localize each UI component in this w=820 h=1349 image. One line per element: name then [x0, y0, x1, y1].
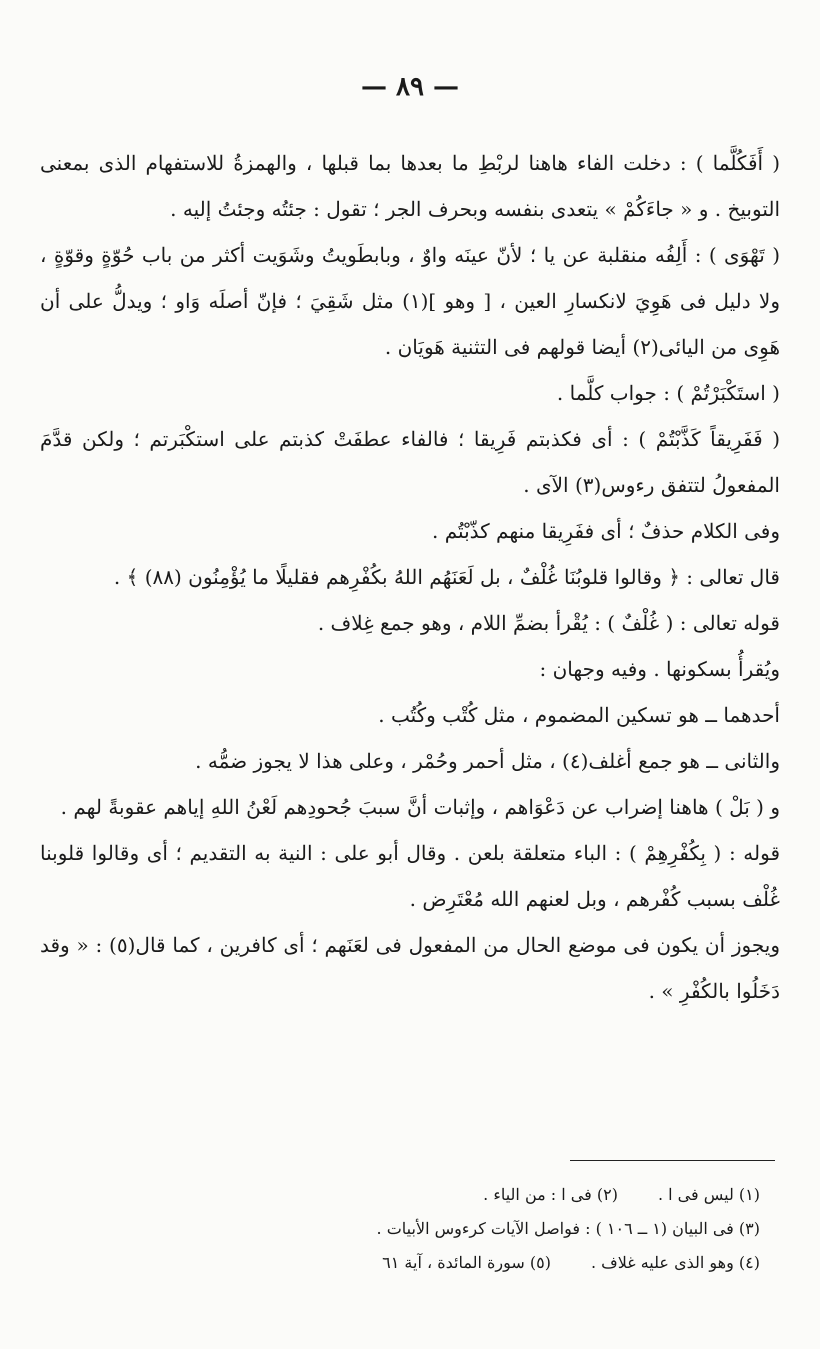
- paragraph: قوله : ( بِكُفْرِهِمْ ) : الباء متعلقة بلعن . وقال أبو على : النية به التقديم ؛ أى وقالوا قلوبنا غُلْف بسبب كُفْرهم ، وبل لعنهم الله مُعْتَرِض .: [40, 841, 780, 911]
- footnote-divider: [570, 1160, 775, 1161]
- main-text: [40, 140, 780, 1014]
- footnote-5: (٥) سورة المائدة ، آية ٦١: [382, 1253, 551, 1272]
- paragraph: ( فَفَرِيقاً كَذَّبْتُمْ ) : أى فكذبتم فَرِيقا ؛ فالفاء عطفَتْ كذبتم على استكْبَرتم ؛ ولكن قدَّمَ المفعولُ لتتفق رءوس(٣) الآى .: [40, 427, 780, 497]
- footnote-3: (٣) فى البيان (١ ــ ١٠٦ ) : فواصل الآيات كرءوس الأبيات .: [376, 1219, 760, 1238]
- paragraph: ويجوز أن يكون فى موضع الحال من المفعول فى لعَنَهم ؛ أى كافرين ، كما قال(٥) : « وقد دَخَلُوا بالكُفْرِ » .: [40, 933, 780, 1003]
- paragraph: أحدهما ــ هو تسكين المضموم ، مثل كُتْب وكُتُب .: [378, 703, 780, 727]
- footnote-2: (٢) فى ا : من الياء .: [483, 1185, 618, 1204]
- paragraph: و ( بَلْ ) هاهنا إضراب عن دَعْوَاهم ، وإثبات أنَّ سببَ جُحودِهم لَعْنُ اللهِ إياهم عقوبةً لهم .: [60, 795, 780, 819]
- footnotes: [200, 1178, 760, 1280]
- paragraph: والثانى ــ هو جمع أغلف(٤) ، مثل أحمر وحُمْر ، وعلى هذا لا يجوز ضمُّه .: [195, 749, 780, 773]
- quran-verse: قال تعالى : ﴿ وقالوا قلوبُنَا غُلْفٌ ، بل لَعَنَهُم اللهُ بكُفْرِهم فقليلًا ما يُؤْمِنُون (٨٨) ﴾ .: [113, 565, 780, 589]
- footnote-4: (٤) وهو الذى عليه غلاف .: [590, 1253, 760, 1272]
- footnote-row: [200, 1178, 760, 1212]
- footnote-row: [200, 1212, 760, 1246]
- page-number: — ٨٩ —: [360, 72, 460, 102]
- paragraph: قوله تعالى : ( غُلْفٌ ) : يُقْرأ بضمِّ اللام ، وهو جمع غِلاف .: [317, 611, 780, 635]
- paragraph: وفى الكلام حذفٌ ؛ أى ففَرِيقا منهم كذّبْتُم .: [432, 519, 780, 543]
- paragraph: ( استَكْبَرْتُمْ ) : جواب كلَّما .: [556, 381, 780, 405]
- paragraph: ( تَهْوَى ) : أَلِفُه منقلبة عن يا ؛ لأنّ عينَه واوٌ ، وبابطَويتُ وشَوَيت أكثر من باب حُوّةٍ وقوّةٍ ، ولا دليل فى هَوِيَ لانكسارِ العين ، [ وهو ](١) مثل شَقِيَ ؛ فإنّ أصلَه وَاو ؛ ويدلُّ على أن هَوِى من اليائى(٢) أيضا قولهم فى التثنية هَويَان .: [40, 243, 780, 359]
- footnote-1: (١) ليس فى ا .: [657, 1185, 760, 1204]
- paragraph: ( أَفَكُلَّما ) : دخلت الفاء هاهنا لربْطِ ما بعدها بما قبلها ، والهمزةُ للاستفهام الذى بمعنى التوبيخ . و « جاءَكُمْ » يتعدى بنفسه وبحرف الجر ؛ تقول : جئتُه وجئتُ إليه .: [40, 151, 780, 221]
- footnote-row: [200, 1246, 760, 1280]
- paragraph: ويُقرأُ بسكونها . وفيه وجهان :: [539, 657, 780, 681]
